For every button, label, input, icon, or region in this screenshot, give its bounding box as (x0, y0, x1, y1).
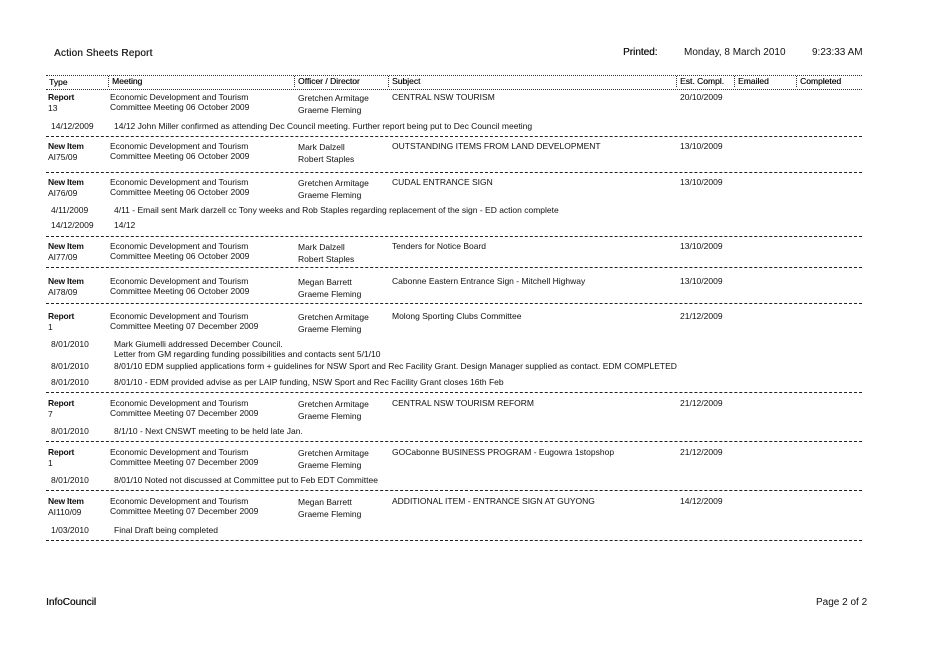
meeting-line-2: Committee Meeting 06 October 2009 (110, 286, 250, 296)
report-title: Action Sheets Report (54, 48, 153, 59)
director-name: Graeme Fleming (298, 324, 362, 334)
record-type: Report (48, 311, 75, 321)
meeting-line-1: Economic Development and Tourism (110, 496, 249, 506)
col-est-compl: Est. Compl. (676, 76, 724, 87)
note-line: 14/12 John Miller confirmed as attending Dec Council meeting. Further report being put to Dec Council meeting (114, 121, 533, 131)
note-date: 8/01/2010 (51, 475, 89, 485)
note-line: Final Draft being completed (114, 525, 218, 535)
director-name: Graeme Fleming (298, 460, 362, 470)
meeting-line-2: Committee Meeting 07 December 2009 (110, 506, 259, 516)
record-est-compl: 13/10/2009 (680, 177, 723, 187)
note-text (114, 475, 378, 485)
meeting-line-2: Committee Meeting 06 October 2009 (110, 251, 250, 261)
note-line: 4/11 - Email sent Mark darzell cc Tony weeks and Rob Staples regarding replacement of the sign - ED action complete (114, 205, 559, 215)
record-type: Report (48, 398, 75, 408)
record-number: 1 (48, 458, 53, 468)
record-number: AI78/09 (48, 287, 78, 297)
printed-date: Monday, 8 March 2010 (684, 47, 786, 58)
record-type: New Item (48, 241, 84, 251)
note-text (114, 426, 303, 436)
meeting-line-2: Committee Meeting 06 October 2009 (110, 102, 250, 112)
officer-name: Gretchen Armitage (298, 93, 369, 103)
record-divider (46, 392, 862, 393)
meeting-line-1: Economic Development and Tourism (110, 177, 249, 187)
meeting-line-2: Committee Meeting 07 December 2009 (110, 457, 259, 467)
record-divider (46, 172, 862, 173)
record-meeting (110, 141, 290, 161)
officer-name: Megan Barrett (298, 277, 352, 287)
record-divider (46, 441, 862, 442)
record-subject: ADDITIONAL ITEM - ENTRANCE SIGN AT GUYONG (392, 496, 595, 506)
col-emailed: Emailed (734, 76, 769, 87)
record-type: New Item (48, 177, 84, 187)
note-date: 14/12/2009 (51, 220, 94, 230)
record-officer (298, 141, 354, 165)
column-header-row (46, 75, 862, 90)
meeting-line-1: Economic Development and Tourism (110, 241, 249, 251)
record-est-compl: 21/12/2009 (680, 447, 723, 457)
record-subject: CUDAL ENTRANCE SIGN (392, 177, 493, 187)
meeting-line-1: Economic Development and Tourism (110, 276, 249, 286)
note-date: 8/01/2010 (51, 377, 89, 387)
col-completed: Completed (796, 76, 841, 87)
printed-label: Printed: (623, 47, 658, 58)
officer-name: Gretchen Armitage (298, 448, 369, 458)
note-line: 8/01/10 - EDM provided advise as per LAIP funding, NSW Sport and Rec Facility Grant closes 16th Feb (114, 377, 504, 387)
director-name: Graeme Fleming (298, 289, 362, 299)
note-text (114, 205, 559, 215)
meeting-line-2: Committee Meeting 06 October 2009 (110, 187, 250, 197)
note-text (114, 525, 218, 535)
record-subject: Tenders for Notice Board (392, 241, 487, 251)
record-type: Report (48, 447, 75, 457)
note-date: 8/01/2010 (51, 426, 89, 436)
officer-name: Mark Dalzell (298, 142, 345, 152)
record-subject: CENTRAL NSW TOURISM REFORM (392, 398, 534, 408)
meeting-line-2: Committee Meeting 07 December 2009 (110, 321, 259, 331)
record-meeting (110, 398, 290, 418)
record-officer (298, 311, 369, 335)
record-est-compl: 13/10/2009 (680, 276, 723, 286)
record-subject: Molong Sporting Clubs Committee (392, 311, 522, 321)
col-subject: Subject (388, 76, 420, 87)
col-type: Type (49, 77, 68, 87)
officer-name: Gretchen Armitage (298, 178, 369, 188)
record-type: New Item (48, 496, 84, 506)
note-text (114, 339, 380, 359)
record-meeting (110, 276, 290, 296)
record-meeting (110, 311, 290, 331)
record-number: AI76/09 (48, 188, 78, 198)
record-divider (46, 236, 862, 237)
director-name: Graeme Fleming (298, 105, 362, 115)
record-divider (46, 540, 862, 541)
director-name: Robert Staples (298, 154, 355, 164)
director-name: Graeme Fleming (298, 411, 362, 421)
col-meeting: Meeting (108, 76, 142, 87)
record-est-compl: 20/10/2009 (680, 92, 723, 102)
record-meeting (110, 496, 290, 516)
note-line: Mark Giumelli addressed December Council. (114, 339, 283, 349)
record-subject: OUTSTANDING ITEMS FROM LAND DEVELOPMENT (392, 141, 601, 151)
meeting-line-1: Economic Development and Tourism (110, 447, 249, 457)
meeting-line-1: Economic Development and Tourism (110, 398, 249, 408)
note-line: 8/1/10 - Next CNSWT meeting to be held late Jan. (114, 426, 303, 436)
meeting-line-1: Economic Development and Tourism (110, 311, 249, 321)
note-date: 8/01/2010 (51, 339, 89, 349)
note-line: 8/01/10 Noted not discussed at Committee put to Feb EDT Committee (114, 475, 378, 485)
record-meeting (110, 241, 290, 261)
record-number: AI77/09 (48, 252, 78, 262)
record-number: AI75/09 (48, 152, 78, 162)
record-officer (298, 398, 369, 422)
record-est-compl: 21/12/2009 (680, 398, 723, 408)
record-officer (298, 92, 369, 116)
director-name: Graeme Fleming (298, 509, 362, 519)
record-number: AI110/09 (48, 507, 82, 517)
record-subject: CENTRAL NSW TOURISM (392, 92, 495, 102)
record-number: 7 (48, 409, 53, 419)
note-line: Letter from GM regarding funding possibilities and contacts sent 5/1/10 (114, 349, 381, 359)
director-name: Graeme Fleming (298, 190, 362, 200)
note-date: 1/03/2010 (51, 525, 89, 535)
record-officer (298, 447, 369, 471)
record-divider (46, 267, 862, 268)
printed-time: 9:23:33 AM (812, 47, 863, 58)
note-date: 4/11/2009 (51, 205, 89, 215)
note-text (114, 121, 532, 131)
meeting-line-1: Economic Development and Tourism (110, 141, 249, 151)
note-text (114, 220, 135, 230)
record-subject: Cabonne Eastern Entrance Sign - Mitchell Highway (392, 276, 586, 286)
note-date: 8/01/2010 (51, 361, 89, 371)
meeting-line-1: Economic Development and Tourism (110, 92, 249, 102)
record-number: 1 (48, 322, 53, 332)
record-est-compl: 13/10/2009 (680, 241, 723, 251)
note-line: 8/01/10 EDM supplied applications form + guidelines for NSW Sport and Rec Facility Grant. Design Manager supplied as contact. EDM COMPLETED (114, 361, 677, 371)
page-number: Page 2 of 2 (816, 597, 868, 608)
note-line: 14/12 (114, 220, 136, 230)
record-est-compl: 13/10/2009 (680, 141, 723, 151)
record-officer (298, 177, 369, 201)
record-divider (46, 136, 862, 137)
record-subject: GOCabonne BUSINESS PROGRAM - Eugowra 1stopshop (392, 447, 615, 457)
note-date: 14/12/2009 (51, 121, 94, 131)
record-number: 13 (48, 103, 58, 113)
record-meeting (110, 447, 290, 467)
officer-name: Mark Dalzell (298, 242, 345, 252)
meeting-line-2: Committee Meeting 07 December 2009 (110, 408, 259, 418)
record-est-compl: 21/12/2009 (680, 311, 723, 321)
record-meeting (110, 177, 290, 197)
record-type: New Item (48, 141, 84, 151)
record-meeting (110, 92, 290, 112)
note-text (114, 377, 504, 387)
officer-name: Gretchen Armitage (298, 312, 369, 322)
col-officer: Officer / Director (294, 76, 360, 87)
record-officer (298, 496, 361, 520)
record-officer (298, 241, 354, 265)
record-officer (298, 276, 361, 300)
footer-brand: InfoCouncil (46, 597, 97, 608)
record-type: Report (48, 92, 75, 102)
director-name: Robert Staples (298, 254, 355, 264)
record-divider (46, 303, 862, 304)
record-type: New Item (48, 276, 84, 286)
officer-name: Gretchen Armitage (298, 399, 369, 409)
record-est-compl: 14/12/2009 (680, 496, 723, 506)
meeting-line-2: Committee Meeting 06 October 2009 (110, 151, 250, 161)
officer-name: Megan Barrett (298, 497, 352, 507)
note-text (114, 361, 677, 371)
record-divider (46, 490, 862, 491)
